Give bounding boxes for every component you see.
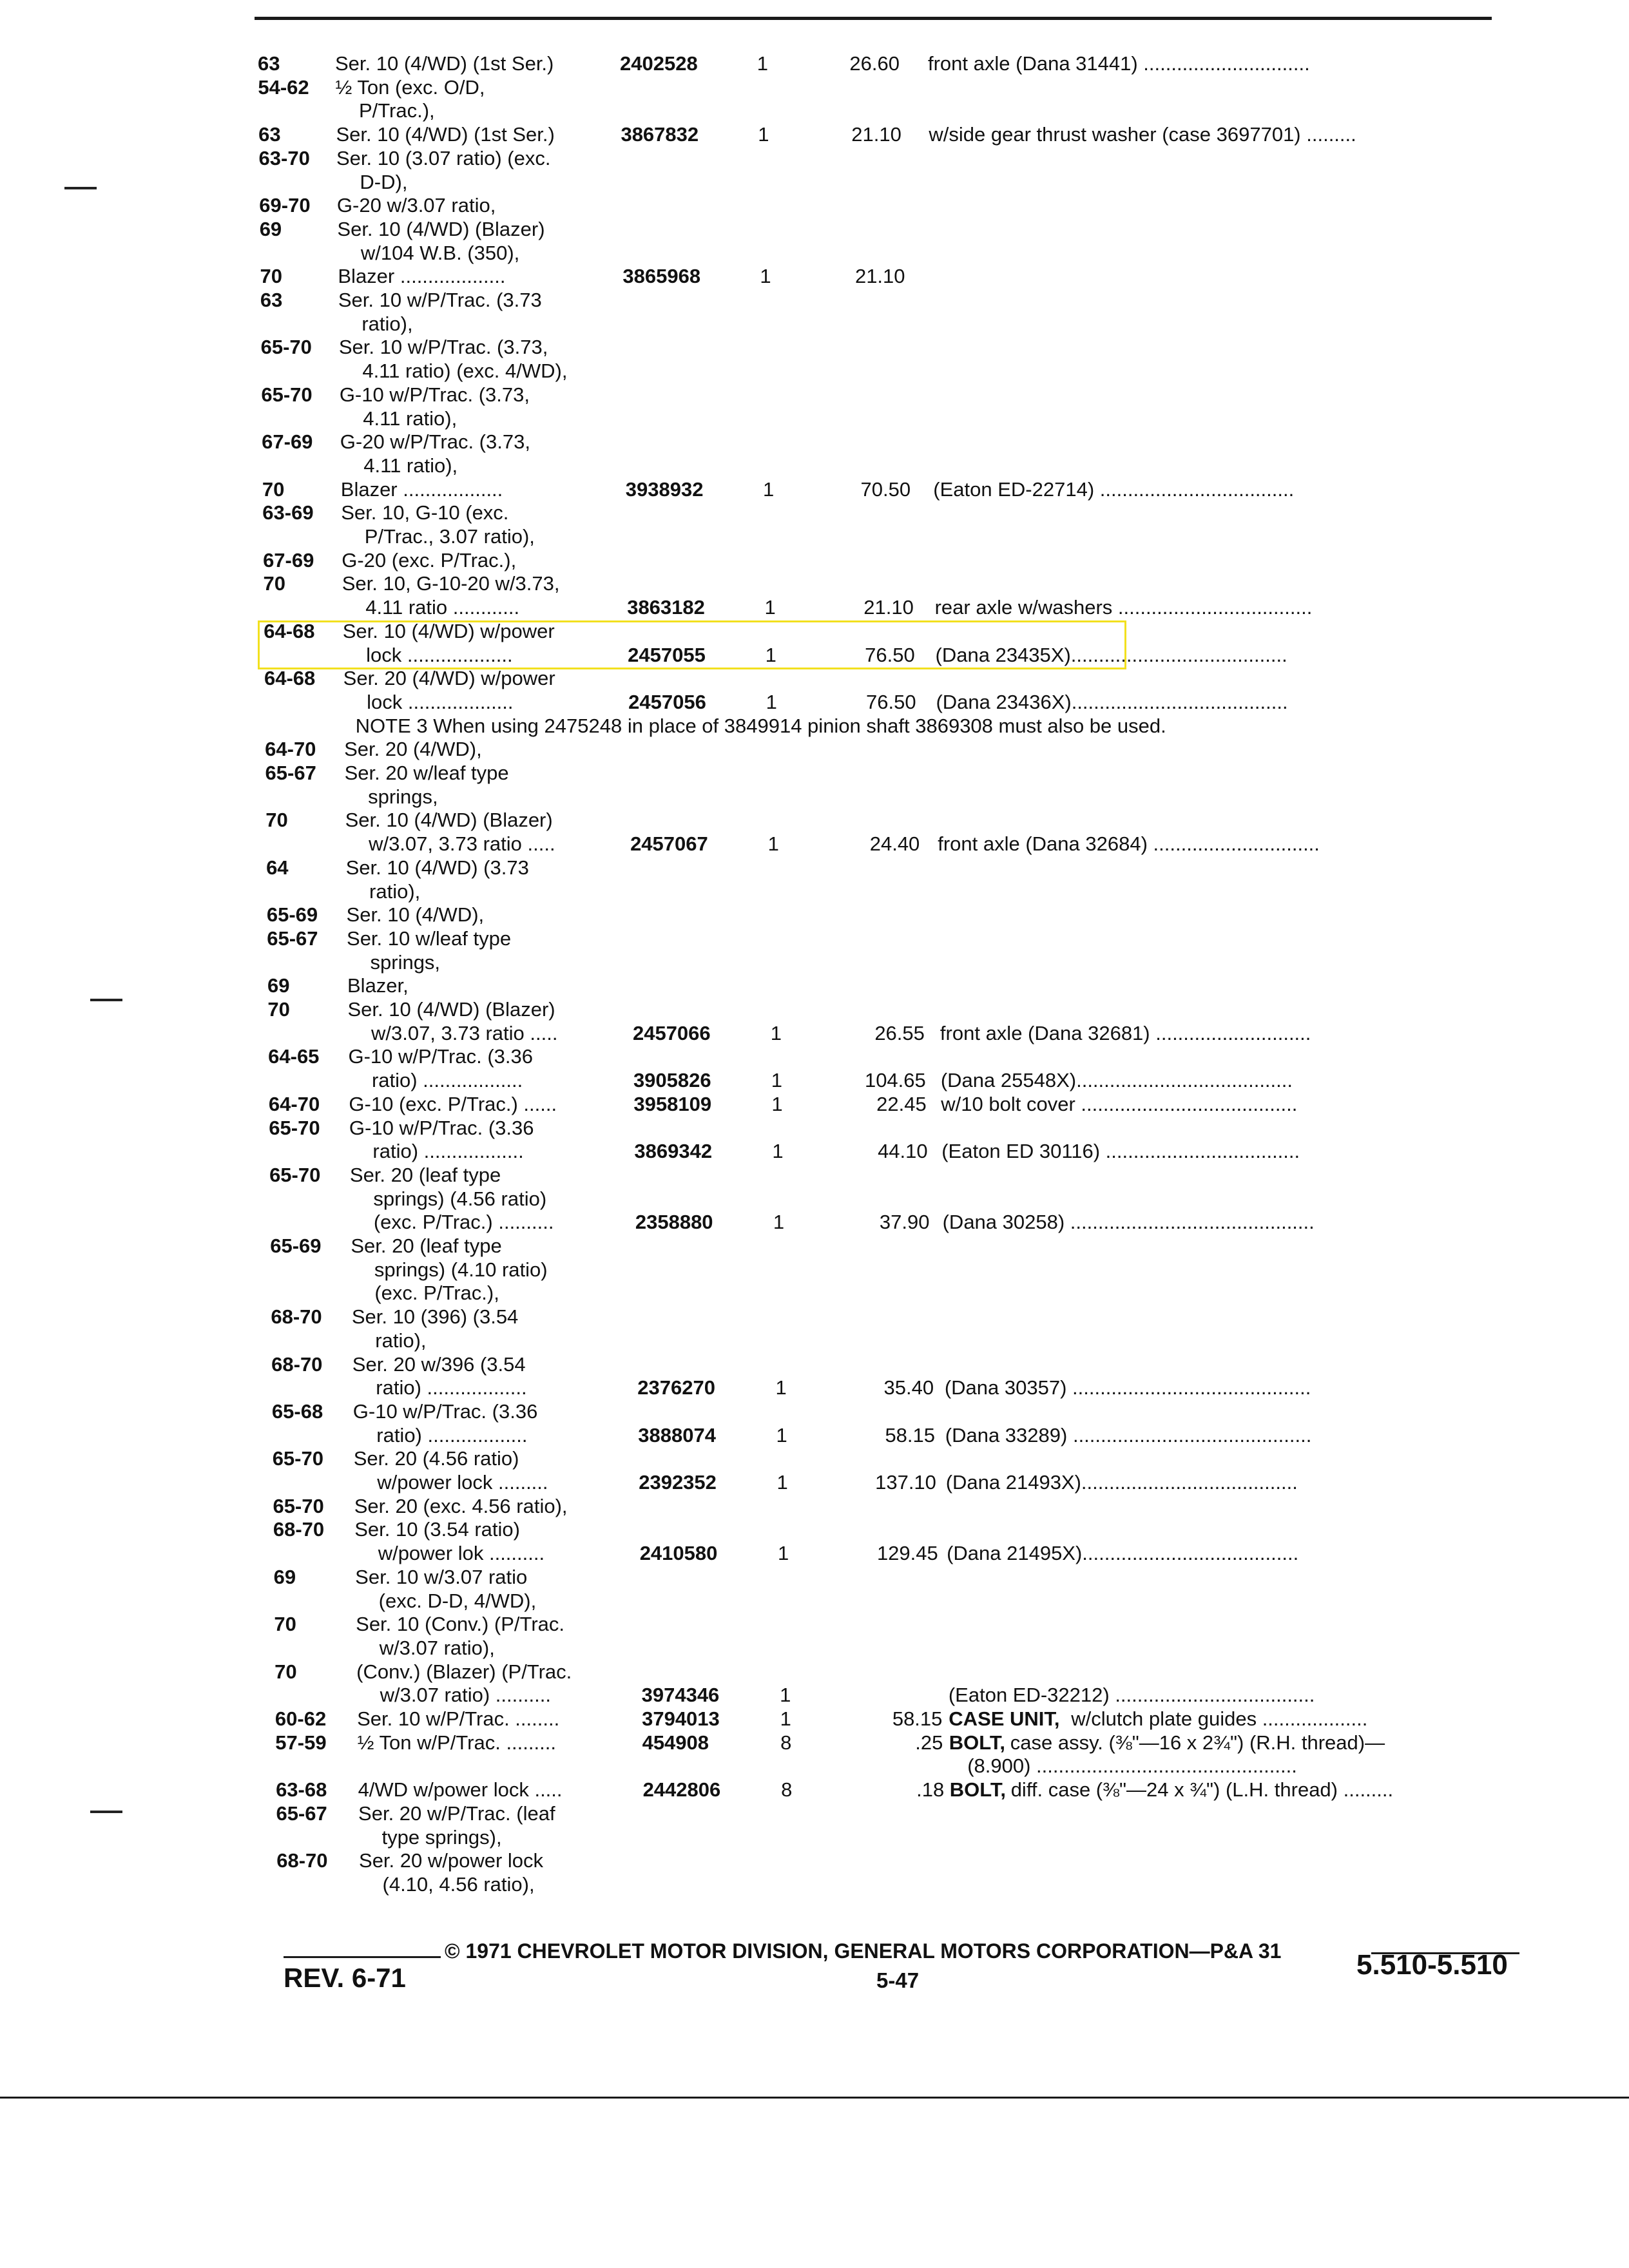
remarks: w/clutch plate guides ................... bbox=[1071, 1707, 1368, 1730]
application-desc: springs) (4.10 ratio) bbox=[374, 1258, 548, 1281]
quantity: 1 bbox=[780, 1707, 791, 1730]
quantity: 1 bbox=[771, 1092, 783, 1115]
parts-row bbox=[0, 690, 1629, 715]
list-price: 104.65 bbox=[864, 1069, 926, 1092]
model-years: 70 bbox=[274, 1613, 296, 1636]
remarks: (Eaton ED-32212) .................................... bbox=[948, 1684, 1315, 1707]
application-desc: w/power lock ......... bbox=[377, 1471, 548, 1494]
part-number: 3865968 bbox=[622, 265, 701, 288]
parts-row bbox=[0, 997, 1629, 1022]
model-years: 70 bbox=[265, 809, 288, 832]
parts-row bbox=[0, 1754, 1629, 1778]
application-desc: Ser. 10 (4/WD), bbox=[346, 903, 485, 927]
parts-row bbox=[0, 1731, 1629, 1755]
remarks: front axle (Dana 32684) .............................. bbox=[938, 832, 1320, 856]
application-desc: G-10 w/P/Trac. (3.73, bbox=[339, 383, 530, 406]
part-number: 2457056 bbox=[628, 690, 706, 713]
quantity: 1 bbox=[778, 1542, 789, 1565]
model-years: 67-69 bbox=[263, 548, 314, 572]
model-years: 70 bbox=[260, 265, 282, 288]
part-number: 2358880 bbox=[635, 1211, 713, 1234]
part-number: 2457055 bbox=[628, 643, 706, 666]
parts-row bbox=[0, 1116, 1629, 1140]
parts-row bbox=[0, 1021, 1629, 1046]
quantity: 1 bbox=[772, 1140, 784, 1163]
list-price: 22.45 bbox=[876, 1092, 927, 1115]
quantity: 8 bbox=[781, 1778, 793, 1802]
remarks: (Eaton ED 30116) ................................... bbox=[941, 1140, 1300, 1163]
remarks: (Dana 21493X)....................................... bbox=[945, 1471, 1298, 1494]
model-years: 60-62 bbox=[275, 1707, 327, 1730]
application-desc: Ser. 10, G-10-20 w/3.73, bbox=[342, 572, 560, 595]
application-desc: w/power lok .......... bbox=[378, 1542, 545, 1565]
parts-row bbox=[0, 99, 1629, 123]
model-years: 65-70 bbox=[261, 383, 313, 406]
model-years: 65-70 bbox=[272, 1447, 323, 1470]
copyright-notice: © 1971 CHEVROLET MOTOR DIVISION, GENERAL MOTORS CORPORATION—P&A 31 bbox=[445, 1939, 1282, 1963]
part-number: 3905826 bbox=[633, 1069, 711, 1092]
model-years: 65-69 bbox=[266, 903, 318, 927]
item-name: CASE UNIT, bbox=[949, 1707, 1060, 1730]
remarks: case assy. (⅜"—16 x 2¾") (R.H. thread)— bbox=[1010, 1731, 1385, 1754]
list-price: 137.10 bbox=[875, 1471, 936, 1494]
list-price: 76.50 bbox=[866, 690, 916, 713]
quantity: 1 bbox=[766, 690, 777, 713]
section-number: 5.510-5.510 bbox=[1356, 1949, 1508, 1981]
parts-row bbox=[0, 264, 1629, 289]
list-price: .18 bbox=[916, 1778, 945, 1802]
bottom-rule bbox=[0, 2097, 1629, 2099]
application-desc: ratio) .................. bbox=[371, 1069, 523, 1092]
application-desc: Ser. 10 (4/WD) (3.73 bbox=[345, 856, 529, 879]
part-number: 3958109 bbox=[633, 1092, 712, 1115]
remarks: (Dana 30357) ........................................... bbox=[944, 1376, 1311, 1399]
part-number: 3863182 bbox=[627, 596, 705, 619]
remarks: (8.900) ............................................... bbox=[967, 1754, 1297, 1778]
application-desc: G-20 w/3.07 ratio, bbox=[336, 194, 496, 217]
model-years: 69 bbox=[259, 217, 282, 240]
quantity: 1 bbox=[770, 1021, 782, 1044]
application-desc: Ser. 10 (3.07 ratio) (exc. bbox=[336, 146, 551, 169]
application-desc: ½ Ton (exc. O/D, bbox=[335, 75, 485, 99]
parts-row bbox=[0, 1541, 1629, 1566]
quantity: 1 bbox=[771, 1069, 783, 1092]
parts-row bbox=[0, 666, 1629, 691]
parts-row bbox=[0, 1305, 1629, 1329]
parts-row bbox=[0, 1399, 1629, 1424]
parts-row bbox=[0, 903, 1629, 927]
model-years: 67-69 bbox=[262, 430, 313, 454]
application-desc: Ser. 20 w/396 (3.54 bbox=[352, 1352, 526, 1376]
model-years: 63-69 bbox=[262, 501, 314, 524]
part-number: 3867832 bbox=[621, 123, 699, 146]
application-desc: Ser. 20 (leaf type bbox=[351, 1235, 502, 1257]
list-price: 35.40 bbox=[883, 1376, 934, 1399]
application-desc: G-10 w/P/Trac. (3.36 bbox=[352, 1399, 538, 1423]
application-desc: Ser. 10 w/P/Trac. (3.73 bbox=[338, 289, 542, 311]
application-desc: w/104 W.B. (350), bbox=[360, 241, 520, 264]
list-price: 21.10 bbox=[863, 596, 914, 619]
model-years: 63 bbox=[260, 289, 283, 311]
model-years: 70 bbox=[267, 998, 290, 1021]
model-years: 68-70 bbox=[271, 1352, 323, 1376]
parts-row bbox=[0, 1329, 1629, 1353]
quantity: 1 bbox=[780, 1684, 791, 1707]
parts-row bbox=[0, 312, 1629, 336]
note-text: NOTE 3 When using 2475248 in place of 3849914 pinion shaft 3869308 must also be used. bbox=[355, 714, 1166, 737]
revision-label: REV. 6-71 bbox=[284, 1963, 406, 1993]
item-name: BOLT, bbox=[949, 1778, 1006, 1802]
list-price: 37.90 bbox=[879, 1211, 930, 1234]
remarks: (Dana 33289) ........................................... bbox=[945, 1423, 1312, 1446]
application-desc: Ser. 10 (4/WD) (1st Ser.) bbox=[335, 52, 554, 75]
quantity: 1 bbox=[760, 265, 771, 288]
application-desc: Ser. 10 w/leaf type bbox=[347, 927, 512, 950]
parts-row bbox=[0, 359, 1629, 383]
application-desc: w/3.07 ratio) .......... bbox=[380, 1684, 551, 1707]
parts-row bbox=[0, 477, 1629, 502]
quantity: 1 bbox=[773, 1211, 785, 1234]
remarks: diff. case (⅜"—24 x ¾") (L.H. thread) ......... bbox=[1010, 1778, 1394, 1802]
model-years: 65-70 bbox=[269, 1163, 321, 1186]
parts-row bbox=[0, 1163, 1629, 1187]
part-number: 3974346 bbox=[641, 1684, 720, 1707]
model-years: 64-68 bbox=[264, 667, 316, 690]
remarks: front axle (Dana 31441) .............................. bbox=[928, 52, 1310, 75]
application-desc: Ser. 10 (396) (3.54 bbox=[351, 1305, 519, 1329]
application-desc: (exc. P/Trac.) .......... bbox=[373, 1211, 554, 1234]
application-desc: (4.10, 4.56 ratio), bbox=[382, 1872, 535, 1896]
application-desc: Ser. 10 (4/WD) (1st Ser.) bbox=[336, 123, 555, 146]
quantity: 1 bbox=[762, 477, 775, 501]
parts-row bbox=[0, 1044, 1629, 1069]
parts-row bbox=[0, 170, 1629, 195]
quantity: 1 bbox=[764, 596, 776, 619]
parts-row bbox=[0, 950, 1629, 975]
application-desc: Ser. 20 (4/WD) w/power bbox=[343, 667, 555, 690]
list-price: 24.40 bbox=[869, 832, 920, 856]
parts-row bbox=[0, 1589, 1629, 1613]
application-desc: ratio) .................. bbox=[372, 1140, 524, 1163]
parts-row bbox=[0, 241, 1629, 265]
remarks: front axle (Dana 32681) ............................ bbox=[940, 1021, 1311, 1044]
part-number: 2392352 bbox=[639, 1471, 717, 1494]
model-years: 64-65 bbox=[268, 1045, 320, 1068]
parts-row bbox=[0, 52, 1629, 76]
parts-row bbox=[0, 1802, 1629, 1826]
application-desc: 4.11 ratio), bbox=[363, 407, 458, 430]
part-number: 2410580 bbox=[639, 1542, 718, 1565]
application-desc: 4.11 ratio) (exc. 4/WD), bbox=[362, 360, 568, 383]
model-years: 68-70 bbox=[276, 1849, 328, 1872]
parts-row bbox=[0, 595, 1629, 620]
model-years: 63 bbox=[258, 52, 280, 75]
model-years: 64-68 bbox=[264, 619, 315, 642]
list-price: 44.10 bbox=[878, 1140, 928, 1163]
list-price: 70.50 bbox=[860, 477, 911, 501]
parts-row bbox=[0, 407, 1629, 431]
model-years: 65-70 bbox=[273, 1494, 324, 1517]
parts-row bbox=[0, 1612, 1629, 1637]
parts-row bbox=[0, 1778, 1629, 1802]
model-years: 65-67 bbox=[267, 927, 318, 950]
list-price: 26.55 bbox=[874, 1021, 925, 1044]
parts-row bbox=[0, 454, 1629, 478]
parts-row bbox=[0, 1872, 1629, 1897]
parts-row bbox=[0, 927, 1629, 951]
parts-row bbox=[0, 808, 1629, 832]
parts-row bbox=[0, 75, 1629, 100]
model-years: 63 bbox=[258, 123, 281, 146]
application-desc: Ser. 10 (Conv.) (P/Trac. bbox=[356, 1613, 565, 1636]
parts-row bbox=[0, 430, 1629, 454]
parts-row bbox=[0, 1660, 1629, 1684]
remarks: w/10 bolt cover ....................................... bbox=[941, 1092, 1298, 1115]
parts-row bbox=[0, 288, 1629, 312]
application-desc: w/3.07, 3.73 ratio ..... bbox=[369, 832, 555, 856]
parts-row bbox=[0, 383, 1629, 407]
application-desc: 4/WD w/power lock ..... bbox=[358, 1778, 563, 1802]
parts-row bbox=[0, 193, 1629, 218]
parts-row bbox=[0, 1565, 1629, 1590]
application-desc: Blazer ................... bbox=[338, 265, 506, 288]
parts-row bbox=[0, 1423, 1629, 1448]
model-years: 63-70 bbox=[258, 146, 310, 169]
parts-row bbox=[0, 1234, 1629, 1258]
parts-row bbox=[0, 879, 1629, 904]
quantity: 1 bbox=[765, 643, 776, 666]
parts-row bbox=[0, 548, 1629, 573]
model-years: 64-70 bbox=[268, 1092, 320, 1115]
application-desc: springs, bbox=[370, 950, 441, 974]
parts-row bbox=[0, 1494, 1629, 1519]
quantity: 1 bbox=[775, 1376, 787, 1399]
application-desc: ratio), bbox=[375, 1329, 427, 1352]
parts-row bbox=[0, 1849, 1629, 1873]
application-desc: Ser. 10 (4/WD) w/power bbox=[342, 619, 555, 642]
parts-row bbox=[0, 737, 1629, 762]
parts-row bbox=[0, 217, 1629, 242]
quantity: 1 bbox=[757, 52, 768, 75]
model-years: 68-70 bbox=[271, 1305, 322, 1329]
application-desc: 4.11 ratio), bbox=[363, 454, 458, 477]
part-number: 2457066 bbox=[632, 1021, 711, 1044]
application-desc: (Conv.) (Blazer) (P/Trac. bbox=[356, 1660, 572, 1683]
list-price: 76.50 bbox=[865, 643, 915, 666]
application-desc: (exc. D-D, 4/WD), bbox=[378, 1589, 537, 1612]
footer-rule-left bbox=[284, 1956, 441, 1958]
application-desc: Ser. 20 (4.56 ratio) bbox=[353, 1447, 519, 1470]
model-years: 64-70 bbox=[265, 738, 316, 761]
highlight-box bbox=[258, 620, 1126, 669]
list-price: 58.15 bbox=[892, 1707, 943, 1730]
model-years: 64 bbox=[266, 856, 289, 879]
part-number: 2442806 bbox=[642, 1778, 721, 1802]
model-years: 69 bbox=[273, 1565, 296, 1588]
remarks: (Dana 25548X)....................................... bbox=[940, 1069, 1293, 1092]
application-desc: Ser. 20 w/P/Trac. (leaf bbox=[358, 1802, 555, 1825]
top-rule bbox=[255, 17, 1492, 20]
application-desc: lock ................... bbox=[366, 643, 513, 666]
application-desc: Ser. 20 (4/WD), bbox=[344, 738, 482, 761]
application-desc: Ser. 20 w/power lock bbox=[359, 1849, 544, 1872]
application-desc: lock ................... bbox=[367, 690, 514, 713]
application-desc: G-20 (exc. P/Trac.), bbox=[342, 548, 517, 572]
part-number: 2376270 bbox=[637, 1376, 715, 1399]
application-desc: P/Trac., 3.07 ratio), bbox=[364, 525, 535, 548]
model-years: 65-68 bbox=[271, 1399, 323, 1423]
application-desc: type springs), bbox=[381, 1825, 502, 1849]
parts-row bbox=[0, 1707, 1629, 1731]
remarks: (Dana 21495X)....................................... bbox=[947, 1542, 1299, 1565]
quantity: 1 bbox=[776, 1423, 787, 1446]
parts-row bbox=[0, 761, 1629, 785]
parts-row bbox=[0, 714, 1629, 738]
model-years: 68-70 bbox=[273, 1518, 325, 1541]
parts-row bbox=[0, 572, 1629, 596]
application-desc: Ser. 20 (exc. 4.56 ratio), bbox=[354, 1494, 568, 1517]
parts-row bbox=[0, 1281, 1629, 1305]
parts-row bbox=[0, 524, 1629, 549]
model-years: 69-70 bbox=[259, 194, 311, 217]
application-desc: ½ Ton w/P/Trac. ......... bbox=[357, 1731, 556, 1754]
parts-row bbox=[0, 1446, 1629, 1471]
application-desc: Blazer .................. bbox=[340, 477, 503, 501]
application-desc: Ser. 10 w/P/Trac. (3.73, bbox=[338, 336, 548, 359]
application-desc: Ser. 10 w/P/Trac. ........ bbox=[357, 1707, 560, 1730]
application-desc: ratio) .................. bbox=[376, 1376, 527, 1399]
application-desc: Ser. 10 (4/WD) (Blazer) bbox=[345, 809, 553, 832]
part-number: 2402528 bbox=[620, 52, 698, 75]
application-desc: Ser. 10 w/3.07 ratio bbox=[355, 1565, 528, 1588]
application-desc: springs) (4.56 ratio) bbox=[373, 1187, 547, 1210]
remarks: (Eaton ED-22714) ................................... bbox=[933, 477, 1295, 501]
page-number: 5-47 bbox=[876, 1968, 920, 1992]
application-desc: Blazer, bbox=[347, 974, 409, 997]
parts-row bbox=[0, 1068, 1629, 1093]
list-price: 129.45 bbox=[876, 1542, 938, 1565]
model-years: 65-70 bbox=[260, 336, 312, 359]
application-desc: 4.11 ratio ............ bbox=[365, 596, 520, 619]
application-desc: (exc. P/Trac.), bbox=[374, 1282, 499, 1305]
parts-row bbox=[0, 1092, 1629, 1117]
parts-row bbox=[0, 832, 1629, 856]
application-desc: G-20 w/P/Trac. (3.73, bbox=[340, 430, 530, 454]
model-years: 65-69 bbox=[270, 1235, 322, 1257]
application-desc: w/3.07, 3.73 ratio ..... bbox=[371, 1021, 558, 1044]
quantity: 1 bbox=[767, 832, 779, 856]
application-desc: G-10 w/P/Trac. (3.36 bbox=[349, 1116, 534, 1139]
part-number: 3938932 bbox=[625, 477, 704, 501]
parts-row bbox=[0, 856, 1629, 880]
part-number: 454908 bbox=[642, 1731, 709, 1754]
remarks: rear axle w/washers ................................... bbox=[934, 596, 1313, 619]
application-desc: ratio), bbox=[361, 312, 413, 335]
list-price: .25 bbox=[915, 1731, 943, 1754]
model-years: 70 bbox=[263, 572, 285, 595]
model-years: 65-70 bbox=[269, 1116, 320, 1139]
application-desc: D-D), bbox=[360, 170, 408, 193]
parts-row bbox=[0, 1517, 1629, 1542]
list-price: 26.60 bbox=[849, 52, 900, 75]
parts-row bbox=[0, 1683, 1629, 1707]
application-desc: G-10 w/P/Trac. (3.36 bbox=[348, 1045, 534, 1068]
remarks: (Dana 30258) ............................................ bbox=[942, 1211, 1315, 1234]
application-desc: ratio) .................. bbox=[376, 1423, 528, 1446]
remarks: (Dana 23435X)....................................... bbox=[935, 643, 1287, 666]
parts-row bbox=[0, 1139, 1629, 1164]
application-desc: Ser. 20 w/leaf type bbox=[344, 762, 509, 784]
model-years: 57-59 bbox=[275, 1731, 327, 1754]
parts-row bbox=[0, 335, 1629, 360]
parts-row bbox=[0, 146, 1629, 171]
remarks: (Dana 23436X)....................................... bbox=[936, 690, 1288, 713]
application-desc: Ser. 10, G-10 (exc. bbox=[341, 501, 509, 524]
application-desc: ratio), bbox=[369, 879, 421, 903]
remarks: w/side gear thrust washer (case 3697701) ......... bbox=[929, 123, 1356, 146]
parts-row bbox=[0, 122, 1629, 147]
parts-row bbox=[0, 1258, 1629, 1282]
model-years: 65-67 bbox=[265, 762, 316, 784]
application-desc: Ser. 10 (4/WD) (Blazer) bbox=[347, 998, 555, 1021]
quantity: 1 bbox=[758, 123, 769, 146]
application-desc: G-10 (exc. P/Trac.) ...... bbox=[349, 1092, 557, 1115]
model-years: 70 bbox=[275, 1660, 297, 1683]
application-desc: Ser. 20 (leaf type bbox=[349, 1163, 501, 1186]
application-desc: Ser. 10 (4/WD) (Blazer) bbox=[337, 217, 545, 240]
part-number: 3869342 bbox=[634, 1140, 713, 1163]
parts-row bbox=[0, 501, 1629, 525]
quantity: 1 bbox=[776, 1471, 788, 1494]
application-desc: w/3.07 ratio), bbox=[379, 1636, 495, 1659]
part-number: 3794013 bbox=[642, 1707, 720, 1730]
parts-row bbox=[0, 1352, 1629, 1377]
list-price: 21.10 bbox=[851, 123, 901, 146]
list-price: 21.10 bbox=[854, 265, 905, 288]
model-years: 69 bbox=[267, 974, 290, 997]
item-name: BOLT, bbox=[949, 1731, 1006, 1754]
parts-row bbox=[0, 1825, 1629, 1850]
application-desc: P/Trac.), bbox=[358, 99, 435, 122]
application-desc: springs, bbox=[368, 785, 438, 808]
application-desc: Ser. 10 (3.54 ratio) bbox=[354, 1518, 520, 1541]
parts-row bbox=[0, 974, 1629, 998]
model-years: 54-62 bbox=[258, 75, 309, 99]
quantity: 8 bbox=[780, 1731, 792, 1754]
part-number: 2457067 bbox=[630, 832, 708, 856]
parts-row bbox=[0, 1636, 1629, 1660]
parts-row bbox=[0, 785, 1629, 809]
parts-row bbox=[0, 1187, 1629, 1211]
model-years: 63-68 bbox=[276, 1778, 327, 1802]
part-number: 3888074 bbox=[638, 1423, 716, 1446]
model-years: 70 bbox=[262, 477, 285, 501]
parts-row bbox=[0, 1376, 1629, 1400]
model-years: 65-67 bbox=[276, 1802, 327, 1825]
list-price: 58.15 bbox=[885, 1423, 936, 1446]
parts-row bbox=[0, 1210, 1629, 1235]
parts-row bbox=[0, 1470, 1629, 1495]
